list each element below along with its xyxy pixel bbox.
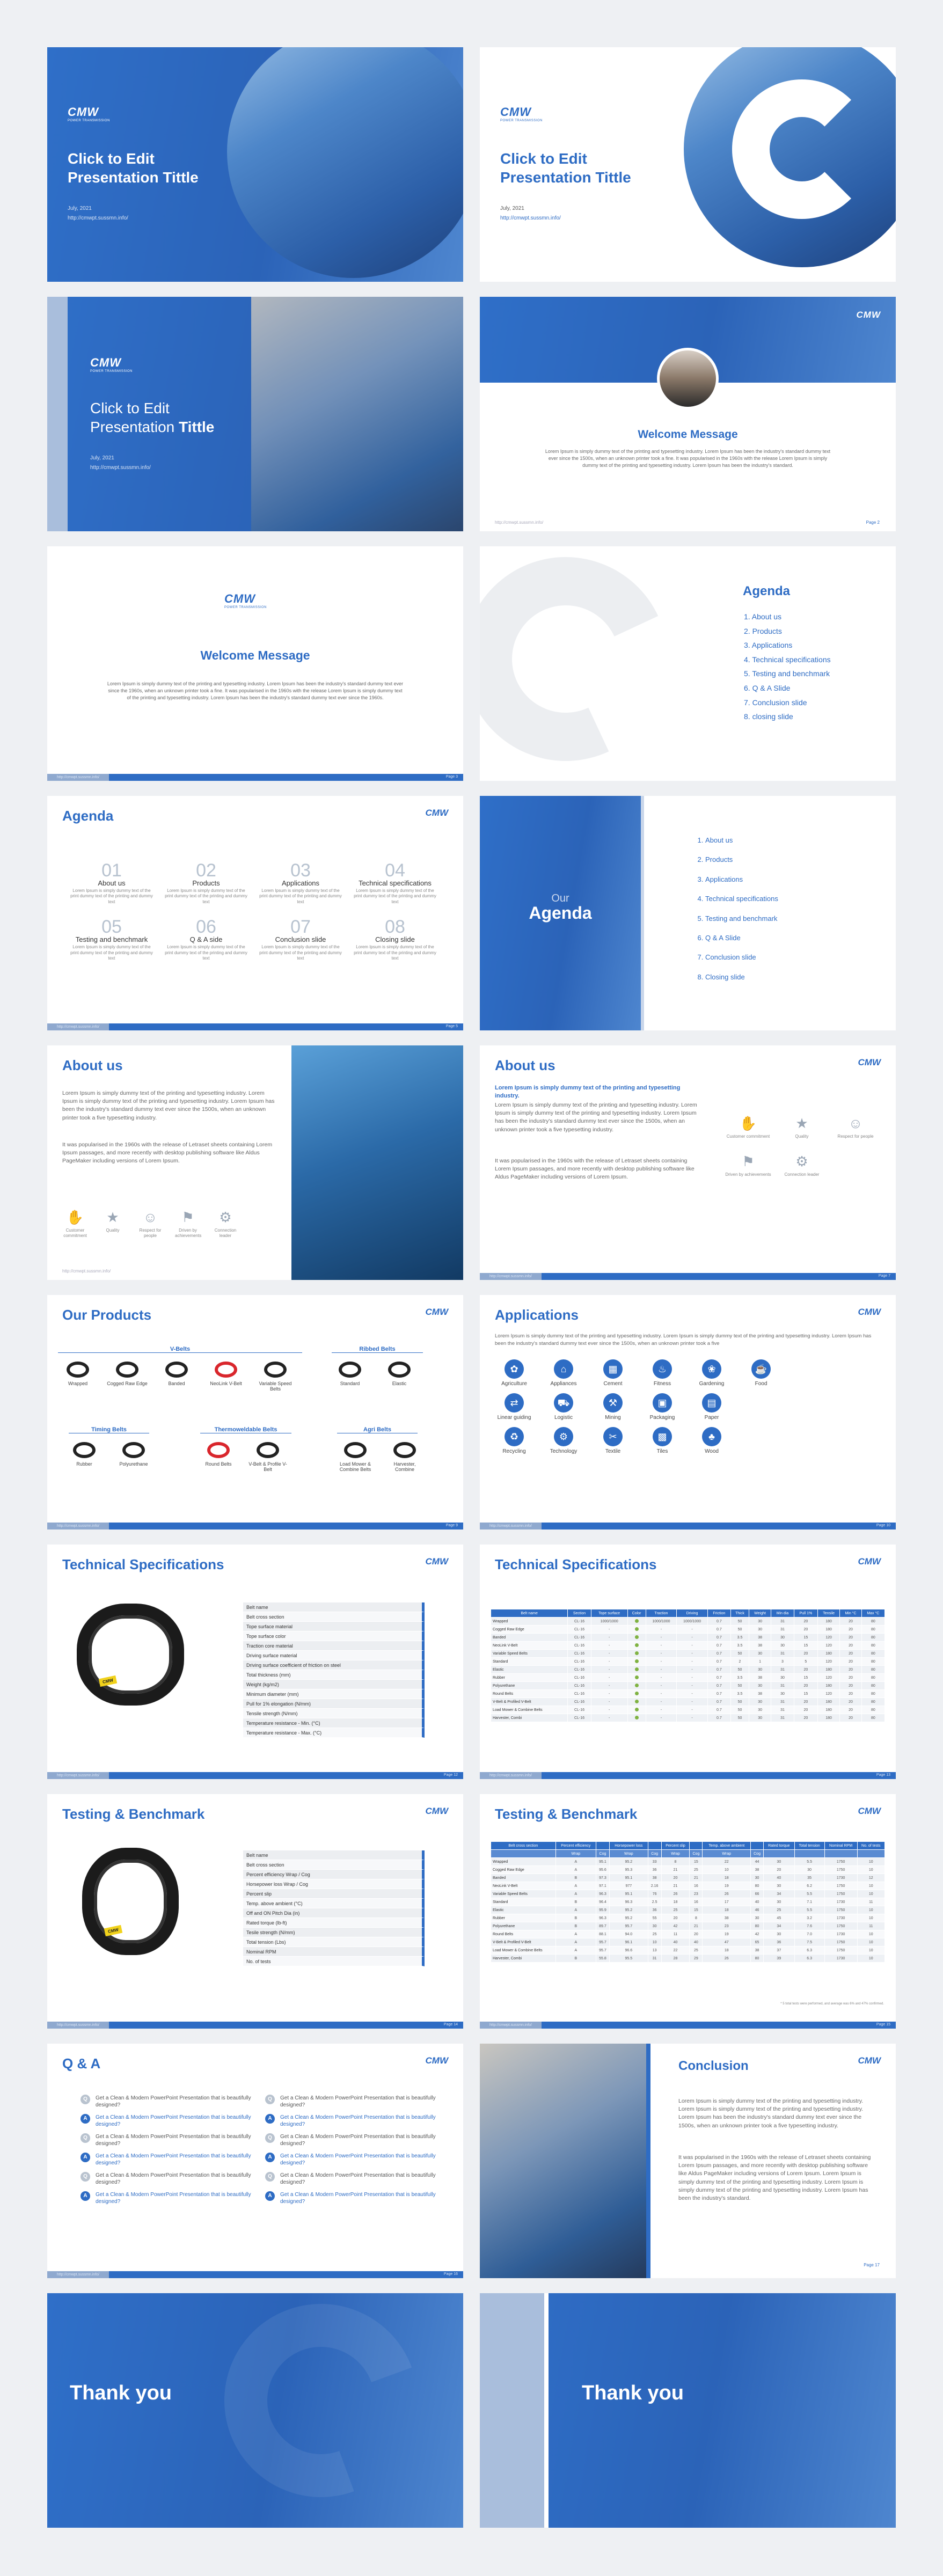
cover-url: http://cmwpt.sussmn.info/ [500,215,561,221]
agenda-card[interactable]: 07 Conclusion slide Lorem Ipsum is simply dummy text of the print dummy text of the printing and dummy text [259,917,342,961]
agenda-card[interactable]: 05 Testing and benchmark Lorem Ipsum is simply dummy text of the print dummy text of the printing and dummy text [70,917,153,961]
status-dot [635,1684,639,1687]
slide-agenda-grid [47,796,463,1030]
spec-list: Belt name Belt cross section Tope surface material Tope surface color Traction core material Driving surface material Driving surface coefficient of friction on steel Total thickness (mm) Weight (kg/m2) Minimum diameter (mm) Pull for 1% elongation (N/mm) Tensile strength (N/mm) Temperature resistance - Min. (°C) Temperature resistance - Max. (°C) [243,1602,425,1738]
agenda-list [744,610,831,724]
status-dot [635,1716,639,1719]
cover-url: http://cmwpt.sussmn.info/ [90,465,151,471]
table-subheader: Cog [751,1850,764,1858]
commitment-icon: ✋ Customer commitment [726,1115,770,1139]
value-icons [721,1115,882,1177]
agri-row [334,1439,426,1472]
side-bar [47,297,68,531]
slide-conclusion [480,2044,896,2278]
agenda-item[interactable]: 2. Products [744,626,782,635]
welcome-title: Welcome Message [638,428,738,441]
about-p2: It was popularised in the 1960s with the release of Letraset sheets containing Lorem Ipsum passages, and more recently with desktop publishing software like Aldus PageMaker including versions of Lorem Ipsum. [495,1158,695,1181]
quality-icon: ★ Quality [106,1209,120,1233]
about-p2: It was popularised in the 1960s with the release of Letraset sheets containing Lorem Ipsum passages, and more recently with desktop publishing software like Aldus PageMaker including versions of Lorem Ipsum. [62,1141,273,1165]
table-subheader: Wrap [555,1850,596,1858]
table-header: Traction [646,1609,677,1618]
about-p1: Lorem Ipsum is simply dummy text of the printing and typesetting industry. Lorem Ipsum is simply dummy text of the printing and typesetting industry. Lorem Ipsum has been the industry's standard dummy text ever since the 1500s, when an unknown printer took a five typesetting industry. [495,1102,697,1133]
belt-image: CMW [82,1848,179,1955]
agenda-item[interactable]: 1. About us [744,612,782,621]
question[interactable]: Q Get a Clean & Modern PowerPoint Presentation that is beautifully designed? [265,2095,442,2109]
application-item[interactable]: ▦ Cement [588,1359,638,1387]
cover-date: July, 2021 [500,206,524,211]
cover-url: http://cmwpt.sussmn.info/ [68,215,128,221]
logo: CMW [425,808,448,818]
logo: CMW [858,1556,881,1567]
agenda-item[interactable]: 3. Applications [705,870,778,889]
slide-title: Testing & Benchmark [62,1806,205,1822]
worker-photo [251,297,463,531]
application-item[interactable]: ⚒ Mining [588,1393,638,1421]
table-row: Rubber B 96.3 95.2 55 20 8 38 30 45 3.2 1730 10 [491,1914,885,1922]
c-shape [193,2293,449,2528]
logo: CMW POWER TRANSMISSION [224,592,267,609]
answer[interactable]: A Get a Clean & Modern PowerPoint Presentation that is beautifully designed? [81,2153,258,2167]
agenda-item[interactable]: 6. Q & A Slide [744,683,791,692]
table-header: Section [568,1609,591,1618]
slide-applications [480,1295,896,1529]
connection-icon: ⚙ Connection leader [784,1153,820,1177]
table-subheader [794,1850,824,1858]
footer: http://cmwpt.sussmn.info/ Page 13 [480,1772,896,1779]
spec-table [491,1609,885,1722]
status-dot [635,1692,639,1695]
logo: CMW [858,2055,881,2066]
footer-url: http://cmwpt.sussmn.info/ [62,1269,111,1274]
group-vbelts: V-Belts [58,1346,302,1353]
application-item[interactable]: ❀ Gardening [687,1359,736,1387]
status-dot [635,1700,639,1703]
slide-tech-specs-2 [480,1545,896,1779]
logo: CMW POWER TRANSMISSION [68,105,110,122]
slide-title: Agenda [62,808,114,824]
cover-title: Click to Edit Presentation Tittle [500,150,631,186]
table-row: Variable Speed Belts A 96.3 95.1 76 26 23 26 66 34 5.5 1750 10 [491,1890,885,1898]
application-item[interactable]: ⇄ Linear guiding [489,1393,539,1421]
product-item[interactable]: Variable Speed Belts [254,1358,296,1392]
status-dot [635,1675,639,1679]
logo: CMW [425,1556,448,1567]
table-row: Banded CL-16 - - - 0.7 3.5 38 30 15 120 20 80 [491,1634,885,1642]
application-item[interactable]: ⛟ Logistic [539,1393,588,1421]
product-item[interactable]: Elastic [378,1358,420,1386]
product-item[interactable]: Standard [329,1358,371,1386]
table-header: No. of tests [857,1842,884,1850]
application-item[interactable]: ▣ Packaging [638,1393,687,1421]
slide-title: Testing & Benchmark [495,1806,638,1822]
table-header [648,1842,661,1850]
table-note: * 5 total tests were performed, and average was 6% and 47% confirmed. [780,2002,884,2006]
agenda-card[interactable]: 03 Applications Lorem Ipsum is simply dummy text of the print dummy text of the printing and dummy text [259,860,342,904]
application-item[interactable]: ⚙ Technology [539,1427,588,1454]
page-number: Page 17 [864,2263,880,2267]
status-dot [635,1708,639,1711]
agenda-item[interactable]: 8. closing slide [744,712,793,721]
table-subheader: Wrap [609,1850,648,1858]
welcome-body: Lorem Ipsum is simply dummy text of the printing and typesetting industry. Lorem Ipsum has been the industry's standard dummy text ever since the 1500s, when an unknown printer took a fine. It was popularised in the 1960s with the release Lorem Ipsum is simply dummy text of the printing and typesetting industry. Lorem Ipsum has been the industry's standard. [545,449,831,469]
status-dot [635,1659,639,1663]
benchmark-table [491,1841,885,1963]
agenda-grid [69,860,438,961]
table-subheader [857,1850,884,1858]
slide-welcome-1 [480,297,896,531]
table-row: Standard B 96.4 96.3 2.5 18 16 17 40 30 7.1 1730 11 [491,1898,885,1906]
slide-testing-1 [47,1794,463,2029]
table-row: NeoLink V-Belt CL-16 - - - 0.7 3.5 38 30 15 120 20 80 [491,1642,885,1650]
product-item[interactable]: Rubber [63,1439,105,1467]
table-row: Polyurethane B 89.7 95.7 30 42 21 23 80 34 7.6 1750 11 [491,1922,885,1930]
slide-thanks-1 [47,2293,463,2528]
table-header: Nominal RPM [824,1842,857,1850]
footer: http://cmwpt.sussmn.info/ Page 12 [47,1772,463,1779]
group-thermo: Thermoweldable Belts [200,1426,291,1433]
application-grid [489,1359,786,1454]
product-item[interactable]: Harvester, Combine [384,1439,426,1472]
table-header: Driving [677,1609,708,1618]
application-item[interactable]: ✂ Textile [588,1427,638,1454]
page-number: Page 2 [866,520,880,525]
application-item[interactable]: ☕ Food [736,1359,786,1387]
footer: http://cmwpt.sussmn.info/ Page 3 [47,774,463,781]
logo: CMW [856,310,881,320]
agenda-our: Our [551,892,569,904]
product-item[interactable]: Wrapped [57,1358,99,1392]
thanks-title: Thank you [70,2382,172,2404]
table-row: Wrapped CL-16 1000/1000 1000/1000 1000/1000 0.7 50 30 31 20 180 20 80 [491,1618,885,1626]
table-row: Cogged Raw Edge CL-16 - - - 0.7 50 30 31 20 180 20 80 [491,1626,885,1634]
table-header: Belt name [491,1609,568,1618]
product-item[interactable]: Banded [156,1358,198,1392]
table-row: Harvester, Combi B 55.8 95.5 31 28 29 26 80 39 6.3 1730 10 [491,1955,885,1963]
table-header: Pull 1% [794,1609,817,1618]
table-row: Cogged Raw Edge A 95.6 95.3 36 21 25 10 38 20 30 1750 10 [491,1866,885,1874]
slide-about-1 [47,1045,463,1280]
spec-list: Belt name Belt cross section Percent efficiency Wrap / Cog Horsepower loss Wrap / Cog Percent slip Temp. above ambient (°C) Off and ON Pitch Dia (in) Rated torque (lb-ft) Tesile strength (N/mm) Total tension (Lbs) Nominal RPM No. of tests [243,1850,425,1966]
value-icons [62,1209,238,1238]
logo: CMW [858,1806,881,1816]
question[interactable]: Q Get a Clean & Modern PowerPoint Presentation that is beautifully designed? [81,2133,258,2147]
agenda-card[interactable]: 04 Technical specifications Lorem Ipsum is simply dummy text of the print dummy text of the printing and dummy text [354,860,436,904]
table-row: Elastic CL-16 - - - 0.7 50 30 31 20 180 20 80 [491,1666,885,1674]
slide-cover-2 [480,47,896,282]
application-item[interactable]: ⌂ Appliances [539,1359,588,1387]
question[interactable]: Q Get a Clean & Modern PowerPoint Presentation that is beautifully designed? [81,2172,258,2186]
table-row: Round Belts CL-16 - - - 0.7 3.5 38 30 15 120 20 80 [491,1690,885,1698]
welcome-body: Lorem Ipsum is simply dummy text of the printing and typesetting industry. Lorem Ipsum has been the industry's standard dummy text ever since the 1960s, when an unknown printer took a fine. It was popularised in the 1960s with the release Lorem Ipsum is simply dummy text of the printing and typesetting industry. Lorem Ipsum has been the industry's standard dummy text ever since the 1960s. [107,681,404,701]
agenda-item[interactable]: 5. Testing and benchmark [705,909,778,928]
belt-image: CMW [77,1604,184,1706]
table-header: Friction [707,1609,730,1618]
quality-icon: ★ Quality [795,1115,809,1139]
table-header: Percent slip [661,1842,690,1850]
footer: http://cmwpt.sussmn.info/ Page 10 [480,1523,896,1529]
application-item[interactable]: ▩ Tiles [638,1427,687,1454]
lab-photo [291,1045,463,1280]
table-row: Standard CL-16 - - - 0.7 2 1 3 5 120 20 80 [491,1658,885,1666]
slide-testing-2 [480,1794,896,2029]
table-header: Horsepower loss [609,1842,648,1850]
table-header: Temp. above ambient [703,1842,751,1850]
agenda-card[interactable]: 08 Closing slide Lorem Ipsum is simply dummy text of the print dummy text of the printing and dummy text [354,917,436,961]
product-item[interactable]: Load Mower & Combine Belts [334,1439,376,1472]
table-header: Belt cross section [491,1842,556,1850]
table-row: V-Belt & Profiled V-Belt A 95.7 96.1 10 40 40 47 65 36 7.5 1750 10 [491,1938,885,1946]
status-dot [635,1667,639,1671]
logo: CMW POWER TRANSMISSION [500,105,543,122]
side-bar [480,2293,544,2528]
people-icon: ☺ Respect for people [139,1209,162,1238]
slide-cover-3 [47,297,463,531]
table-subheader: Cog [648,1850,661,1858]
table-subheader: Cog [690,1850,703,1858]
table-subheader: Wrap [661,1850,690,1858]
footer: http://cmwpt.sussmn.info/ Page 15 [480,2022,896,2029]
table-row: Wrapped A 95.1 95.2 33 8 15 22 44 30 5.5 1750 10 [491,1858,885,1866]
table-row: Elastic A 95.9 95.2 36 25 15 18 46 25 5.5 1750 10 [491,1906,885,1914]
table-header [596,1842,609,1850]
application-item[interactable]: ✿ Agriculture [489,1359,539,1387]
table-header [751,1842,764,1850]
slide-welcome-2 [47,546,463,781]
status-dot [635,1643,639,1647]
logo: CMW POWER TRANSMISSION [90,356,133,373]
footer-url: http://cmwpt.sussmn.info/ [495,520,544,525]
logo: CMW [425,2055,448,2066]
table-subheader: Cog [596,1850,609,1858]
slide-title: Conclusion [678,2059,749,2073]
footer: http://cmwpt.sussmn.info/ Page 16 [47,2271,463,2278]
table-header: Rated torque [764,1842,795,1850]
slide-title: About us [62,1057,123,1073]
product-item[interactable]: Polyurethane [113,1439,155,1467]
conclusion-p2: It was popularised in the 1960s with the release of Letraset sheets containing Lorem Ipsum passages, and more recently with desktop publishing software like Aldus PageMaker including versions of Lorem Ipsum. Lorem Ipsum is simply dummy text of the printing and typesetting industry. Lorem Ipsum is simply dummy text of the printing and typesetting industry. Lorem Ipsum has been the industry's standard. [678,2154,871,2202]
about-lead: Lorem Ipsum is simply dummy text of the printing and typesetting industry. [495,1085,681,1099]
product-item[interactable]: Round Belts [198,1439,239,1472]
table-header: Color [627,1609,646,1618]
application-item[interactable]: ♣ Wood [687,1427,736,1454]
agenda-item[interactable]: 5. Testing and benchmark [744,669,830,678]
agenda-title: Agenda [743,584,791,598]
slide-title: Our Products [62,1307,152,1323]
agenda-item[interactable]: 8. Closing slide [705,968,778,987]
table-subheader [824,1850,857,1858]
agenda-item[interactable]: 6. Q & A Slide [705,928,778,948]
answer[interactable]: A Get a Clean & Modern PowerPoint Presentation that is beautifully designed? [265,2153,442,2167]
question[interactable]: Q Get a Clean & Modern PowerPoint Presentation that is beautifully designed? [265,2133,442,2147]
slide-title: Technical Specifications [62,1556,224,1572]
worker-photo [480,2044,646,2278]
status-dot [635,1635,639,1639]
cover-title: Click to Edit Presentation Tittle [68,150,199,186]
agenda-card[interactable]: 06 Q & A side Lorem Ipsum is simply dummy text of the print dummy text of the printing and dummy text [165,917,247,961]
cover-date: July, 2021 [90,455,114,461]
application-item[interactable]: ▤ Paper [687,1393,736,1421]
table-row: Rubber CL-16 - - - 0.7 3.5 38 30 15 120 20 80 [491,1674,885,1682]
agenda-item[interactable]: 3. Applications [744,641,793,650]
agenda-item[interactable]: 7. Conclusion slide [705,948,778,967]
application-item[interactable]: ♻ Recycling [489,1427,539,1454]
c-shape [480,546,697,781]
achievement-icon: ⚑ Driven by achievements [175,1209,202,1238]
group-agri: Agri Belts [337,1426,418,1433]
slide-title: Q & A [62,2055,101,2072]
table-row: Variable Speed Belts CL-16 - - - 0.7 50 30 31 20 180 20 80 [491,1650,885,1658]
agenda-item[interactable]: 4. Technical specifications [705,889,778,909]
table-header: Total tension [794,1842,824,1850]
logo: CMW [858,1307,881,1317]
worker-photo [227,47,463,278]
slide-cover-1 [47,47,463,282]
people-icon: ☺ Respect for people [837,1115,874,1139]
footer: http://cmwpt.sussmn.info/ Page 5 [47,1023,463,1030]
logo: CMW [858,1057,881,1067]
table-header [690,1842,703,1850]
qa-grid [81,2095,442,2205]
slide-agenda-1 [480,546,896,781]
question[interactable]: Q Get a Clean & Modern PowerPoint Presentation that is beautifully designed? [265,2172,442,2186]
product-item[interactable]: Cogged Raw Edge [106,1358,148,1392]
table-header: Percent efficiency [555,1842,596,1850]
application-item[interactable]: ♨ Fitness [638,1359,687,1387]
logo: CMW [425,1307,448,1317]
slide-title: Technical Specifications [495,1556,657,1572]
c-shape [732,79,872,219]
conclusion-p1: Lorem Ipsum is simply dummy text of the printing and typesetting industry. Lorem Ipsum is simply dummy text of the printing and typesetting industry. Lorem Ipsum has been the industry's standard dummy text ever since the 1500s, when an unknown printer took a five typesetting industry. [678,2098,864,2129]
answer[interactable]: A Get a Clean & Modern PowerPoint Presentation that is beautifully designed? [81,2114,258,2128]
product-item[interactable]: NeoLink V-Belt [205,1358,247,1392]
commitment-icon: ✋ Customer commitment [63,1209,87,1238]
answer[interactable]: A Get a Clean & Modern PowerPoint Presentation that is beautifully designed? [81,2191,258,2205]
footer: http://cmwpt.sussmn.info/ Page 9 [47,1523,463,1529]
table-header: Thick [730,1609,749,1618]
agenda-list [705,831,778,987]
group-ribbed: Ribbed Belts [332,1346,423,1353]
logo: CMW [425,1806,448,1816]
slide-tech-specs-1 [47,1545,463,1779]
agenda-card[interactable]: 01 About us Lorem Ipsum is simply dummy text of the print dummy text of the printing and dummy text [70,860,153,904]
agenda-title: Agenda [529,903,592,923]
agenda-card[interactable]: 02 Products Lorem Ipsum is simply dummy text of the print dummy text of the printing and dummy text [165,860,247,904]
applications-intro: Lorem Ipsum is simply dummy text of the printing and typesetting industry. Lorem Ipsum is simply dummy text of the printing and typesetting industry. Lorem Ipsum has been the industry's standard dummy text ever since the 1500s, when an unknown printer took a five [495,1333,872,1346]
connection-icon: ⚙ Connection leader [214,1209,237,1238]
avatar [657,348,719,409]
table-header: Tope surface [591,1609,627,1618]
footer: http://cmwpt.sussmn.info/ Page 14 [47,2022,463,2029]
slide-about-2 [480,1045,896,1280]
table-header: Weight [749,1609,771,1618]
slide-title: About us [495,1057,555,1073]
status-dot [635,1627,639,1631]
answer[interactable]: A Get a Clean & Modern PowerPoint Presentation that is beautifully designed? [265,2191,442,2205]
slide-agenda-2 [480,796,896,1030]
thermo-row [198,1439,289,1472]
agenda-item[interactable]: 2. Products [705,850,778,869]
slide-title: Applications [495,1307,579,1323]
table-row: Round Belts A 88.1 94.0 25 11 20 19 42 30 7.0 1730 10 [491,1930,885,1938]
status-dot [635,1619,639,1623]
ribbed-row [329,1358,420,1386]
table-header: Min dia [771,1609,794,1618]
table-header: Tensile [817,1609,839,1618]
table-header: Min °C [840,1609,861,1618]
table-row: Load Mower & Combine Belts CL-16 - - - 0.7 50 30 31 20 180 20 80 [491,1706,885,1714]
table-row: V-Belt & Profiled V-Belt CL-16 - - - 0.7 50 30 31 20 180 20 80 [491,1698,885,1706]
table-row: Banded B 97.3 95.1 38 20 21 18 30 40 35 1730 12 [491,1874,885,1882]
welcome-title: Welcome Message [200,648,310,662]
answer[interactable]: A Get a Clean & Modern PowerPoint Presentation that is beautifully designed? [265,2114,442,2128]
table-subheader [764,1850,795,1858]
about-p1: Lorem Ipsum is simply dummy text of the printing and typesetting industry. Lorem Ipsum is simply dummy text of the printing and typesetting industry. Lorem Ipsum has been the industry's standard dummy text ever since the 1500s, when an unknown printer took a five typesetting industry. [62,1090,275,1121]
table-row: NeoLink V-Belt A 97.1 977 2.16 21 16 19 80 30 6.2 1750 10 [491,1882,885,1890]
slide-products [47,1295,463,1529]
status-dot [635,1651,639,1655]
footer: http://cmwpt.sussmn.info/ Page 7 [480,1273,896,1280]
table-header: Max °C [861,1609,884,1618]
cover-date: July, 2021 [68,206,92,211]
slide-thanks-2 [480,2293,896,2528]
table-subheader: Wrap [703,1850,751,1858]
question[interactable]: Q Get a Clean & Modern PowerPoint Presentation that is beautifully designed? [81,2095,258,2109]
table-row: Harvester, Combi CL-16 - - - 0.7 50 30 31 20 180 20 80 [491,1714,885,1722]
agenda-item[interactable]: 4. Technical specifications [744,655,831,664]
achievement-icon: ⚑ Driven by achievements [725,1153,771,1177]
agenda-item[interactable]: 1. About us [705,831,778,850]
group-timing: Timing Belts [69,1426,149,1433]
agenda-item[interactable]: 7. Conclusion slide [744,698,807,707]
thanks-title: Thank you [582,2382,684,2404]
cover-title: Click to Edit Presentation Tittle [90,400,215,435]
vbelt-row [57,1358,296,1392]
timing-row [63,1439,155,1467]
table-row: Polyurethane CL-16 - - - 0.7 50 30 31 20 180 20 80 [491,1682,885,1690]
product-item[interactable]: V-Belt & Profile V-Belt [247,1439,289,1472]
table-subheader [491,1850,556,1858]
table-row: Load Mower & Combine Belts A 95.7 96.6 13 22 25 18 38 37 6.3 1750 10 [491,1946,885,1955]
slide-qa [47,2044,463,2278]
